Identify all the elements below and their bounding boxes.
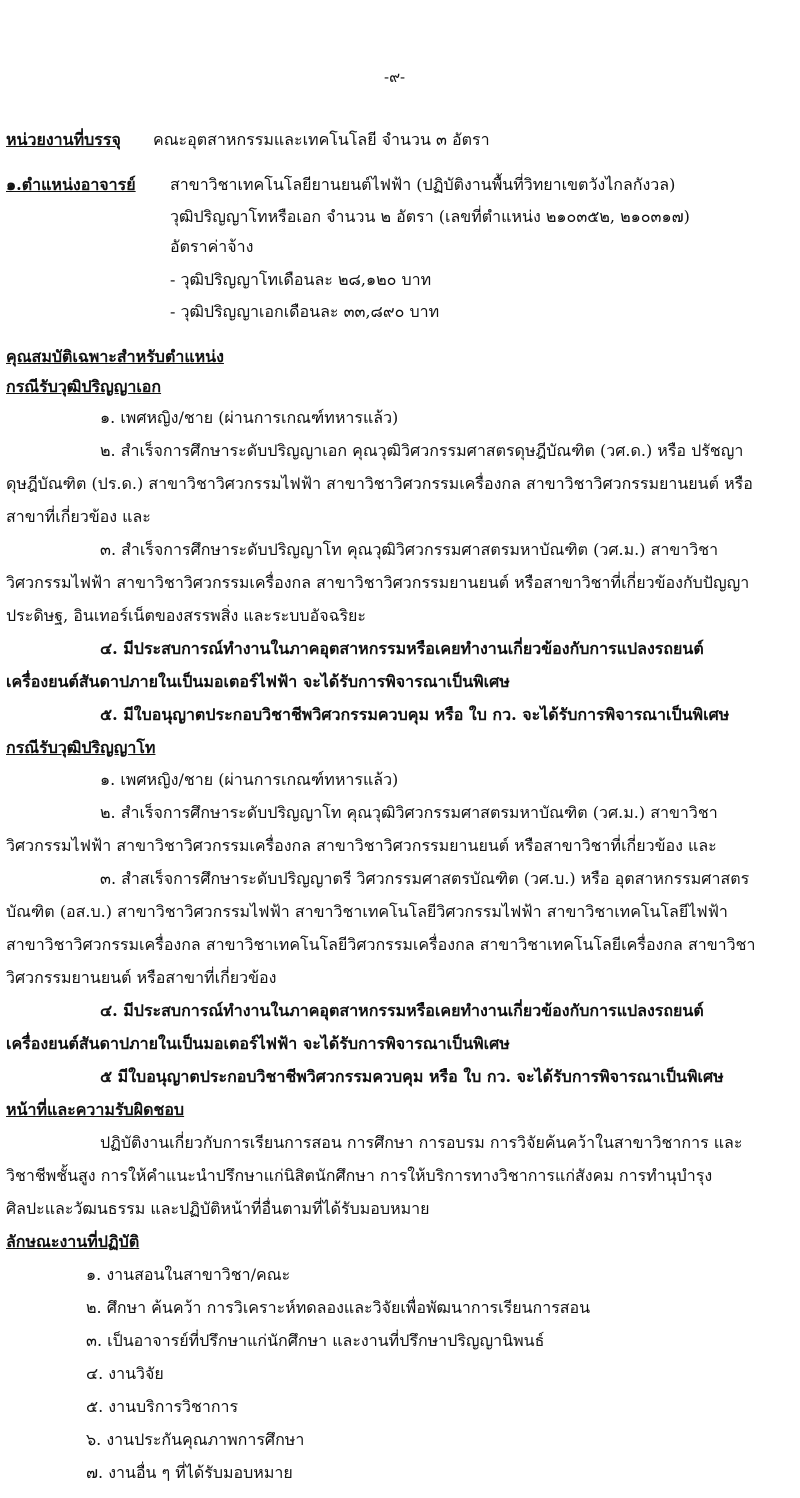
duties-line: ปฏิบัติงานเกี่ยวกับการเรียนการสอน การศึกษา การอบรม การวิจัยค้นคว้าในสาขาวิชาการ และ: [100, 1133, 743, 1152]
salary-master: - วุฒิปริญญาโทเดือนละ ๒๘,๑๒๐ บาท: [170, 270, 432, 289]
doctor-heading: กรณีรับวุฒิปริญญาเอก: [6, 377, 162, 396]
duties-line: ศิลปะและวัฒนธรรม และปฏิบัติหน้าที่อื่นตามที่ได้รับมอบหมาย: [6, 1199, 430, 1218]
doctor-line: ดุษฎีบัณฑิต (ปร.ด.) สาขาวิชาวิศวกรรมไฟฟ้า สาขาวิชาวิศวกรรมเครื่องกล สาขาวิชาวิศวกรรมยานยนต์ หรือ: [6, 474, 753, 493]
work-item: ๔. งานวิจัย: [86, 1364, 164, 1383]
master-line: ๔. มีประสบการณ์ทำงานในภาคอุตสาหกรรมหรือเคยทำงานเกี่ยวข้องกับการแปลงรถยนต์: [100, 1001, 704, 1020]
work-item: ๓. เป็นอาจารย์ที่ปรึกษาแก่นักศึกษา และงานที่ปรึกษาปริญญานิพนธ์: [86, 1331, 545, 1350]
doctor-line: ๓. สำเร็จการศึกษาระดับปริญญาโท คุณวุฒิวิศวกรรมศาสตรมหาบัณฑิต (วศ.ม.) สาขาวิชา: [100, 540, 719, 559]
master-line: สาขาวิชาวิศวกรรมเครื่องกล สาขาวิชาเทคโนโลยีวิศวกรรมเครื่องกล สาขาวิชาเทคโนโลยีเครื่องกล สาขาวิชา: [6, 935, 756, 954]
doctor-line: ๕. มีใบอนุญาตประกอบวิชาชีพวิศวกรรมควบคุม หรือ ใบ กว. จะได้รับการพิจารณาเป็นพิเศษ: [100, 705, 730, 724]
work-item: ๗. งานอื่น ๆ ที่ได้รับมอบหมาย: [86, 1463, 293, 1482]
work-item: ๒. ศึกษา ค้นคว้า การวิเคราะห์ทดลองและวิจัยเพื่อพัฒนาการเรียนการสอน: [86, 1298, 591, 1317]
doctor-line: ๑. เพศหญิง/ชาย (ผ่านการเกณฑ์ทหารแล้ว): [100, 408, 399, 427]
doctor-line: ๔. มีประสบการณ์ทำงานในภาคอุตสาหกรรมหรือเคยทำงานเกี่ยวข้องกับการแปลงรถยนต์: [100, 639, 704, 658]
page-number: -๙-: [384, 68, 406, 86]
duties-line: วิชาชีพชั้นสูง การให้คำแนะนำปรึกษาแก่นิสิตนักศึกษา การให้บริการทางวิชาการแก่สังคม การทำนุบำรุง: [6, 1166, 713, 1185]
master-line: ๓. สำสเร็จการศึกษาระดับปริญญาตรี วิศวกรรมศาสตรบัณฑิต (วศ.บ.) หรือ อุตสาหกรรมศาสตร: [100, 869, 750, 888]
duties-heading: หน้าที่และความรับผิดชอบ: [6, 1100, 185, 1119]
doctor-line: ๒. สำเร็จการศึกษาระดับปริญญาเอก คุณวุฒิวิศวกรรมศาสตรดุษฎีบัณฑิต (วศ.ด.) หรือ ปรัชญา: [100, 441, 744, 460]
position-line-3: อัตราค่าจ้าง: [170, 237, 254, 256]
unit-text: คณะอุตสาหกรรมและเทคโนโลยี จำนวน ๓ อัตรา: [153, 130, 490, 149]
doctor-line: เครื่องยนต์สันดาปภายในเป็นมอเตอร์ไฟฟ้า จะได้รับการพิจารณาเป็นพิเศษ: [6, 672, 510, 691]
work-item: ๕. งานบริการวิชาการ: [86, 1397, 239, 1416]
master-line: วิศวกรรมยานยนต์ หรือสาขาที่เกี่ยวข้อง: [6, 968, 277, 987]
work-item: ๑. งานสอนในสาขาวิชา/คณะ: [86, 1265, 291, 1284]
position-line-2: วุฒิปริญญาโทหรือเอก จำนวน ๒ อัตรา (เลขที่ตำแหน่ง ๒๑๐๓๕๒, ๒๑๐๓๑๗): [170, 207, 690, 226]
master-line: ๕ มีใบอนุญาตประกอบวิชาชีพวิศวกรรมควบคุม หรือ ใบ กว. จะได้รับการพิจารณาเป็นพิเศษ: [100, 1067, 724, 1086]
master-line: บัณฑิต (อส.บ.) สาขาวิชาวิศวกรรมไฟฟ้า สาขาวิชาเทคโนโลยีวิศวกรรมไฟฟ้า สาขาวิชาเทคโนโลยีไฟฟ้า: [6, 902, 728, 921]
work-item: ๖. งานประกันคุณภาพการศึกษา: [86, 1430, 305, 1449]
salary-doctor: - วุฒิปริญญาเอกเดือนละ ๓๓,๘๙๐ บาท: [170, 302, 440, 321]
work-heading: ลักษณะงานที่ปฏิบัติ: [6, 1232, 140, 1251]
position-label: ๑.ตำแหน่งอาจารย์: [6, 175, 136, 194]
position-line-1: สาขาวิชาเทคโนโลยียานยนต์ไฟฟ้า (ปฏิบัติงานพื้นที่วิทยาเขตวังไกลกังวล): [170, 175, 676, 194]
master-line: วิศวกรรมไฟฟ้า สาขาวิชาวิศวกรรมเครื่องกล สาขาวิชาวิศวกรรมยานยนต์ หรือสาขาวิชาที่เกี่ยวข้อง และ: [6, 836, 717, 855]
master-line: ๒. สำเร็จการศึกษาระดับปริญญาโท คุณวุฒิวิศวกรรมศาสตรมหาบัณฑิต (วศ.ม.) สาขาวิชา: [100, 803, 718, 822]
master-heading: กรณีรับวุฒิปริญญาโท: [6, 738, 156, 757]
doctor-line: สาขาที่เกี่ยวข้อง และ: [6, 507, 151, 526]
master-line: เครื่องยนต์สันดาปภายในเป็นมอเตอร์ไฟฟ้า จะได้รับการพิจารณาเป็นพิเศษ: [6, 1034, 510, 1053]
doctor-line: วิศวกรรมไฟฟ้า สาขาวิชาวิศวกรรมเครื่องกล สาขาวิชาวิศวกรรมยานยนต์ หรือสาขาวิชาที่เกี่ยวข้องกับปัญญา: [6, 573, 750, 592]
doctor-line: ประดิษฐ, อินเทอร์เน็ตของสรรพสิ่ง และระบบอัจฉริยะ: [6, 606, 367, 625]
master-line: ๑. เพศหญิง/ชาย (ผ่านการเกณฑ์ทหารแล้ว): [100, 770, 399, 789]
unit-label: หน่วยงานที่บรรจุ: [6, 130, 121, 149]
qualifications-heading: คุณสมบัติเฉพาะสำหรับตำแหน่ง: [6, 347, 224, 366]
